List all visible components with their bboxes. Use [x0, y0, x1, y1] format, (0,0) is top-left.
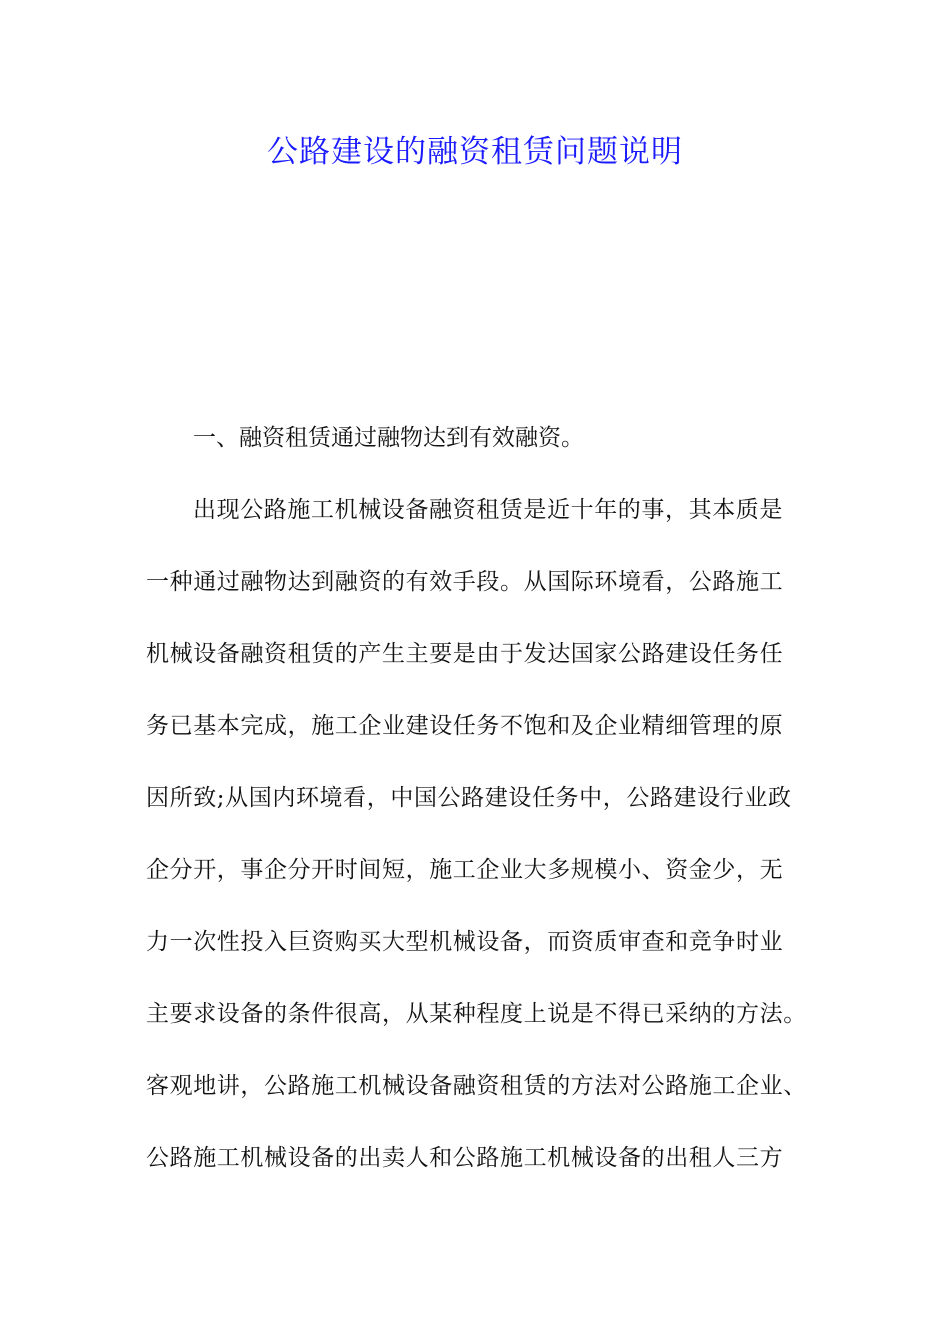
paragraph-line: 因所致;从国内环境看，中国公路建设任务中，公路建设行业政	[146, 785, 792, 811]
paragraph-line: 公路施工机械设备的出卖人和公路施工机械设备的出租人三方	[146, 1145, 784, 1171]
paragraph-line: 力一次性投入巨资购买大型机械设备，而资质审查和竞争时业	[146, 929, 784, 955]
paragraph-line: 务已基本完成，施工企业建设任务不饱和及企业精细管理的原	[146, 713, 784, 739]
document-title: 公路建设的融资租赁问题说明	[267, 134, 683, 170]
paragraph-line: 机械设备融资租赁的产生主要是由于发达国家公路建设任务任	[146, 641, 784, 667]
paragraph-line: 企分开，事企分开时间短，施工企业大多规模小、资金少，无	[146, 857, 784, 883]
paragraph-line: 一种通过融物达到融资的有效手段。从国际环境看，公路施工	[146, 569, 784, 595]
paragraph-line: 出现公路施工机械设备融资租赁是近十年的事，其本质是	[193, 497, 783, 523]
section-heading: 一、融资租赁通过融物达到有效融资。	[193, 425, 584, 451]
paragraph-line: 客观地讲，公路施工机械设备融资租赁的方法对公路施工企业、	[146, 1073, 807, 1099]
paragraph-line: 主要求设备的条件很高，从某种程度上说是不得已采纳的方法。	[146, 1001, 807, 1027]
